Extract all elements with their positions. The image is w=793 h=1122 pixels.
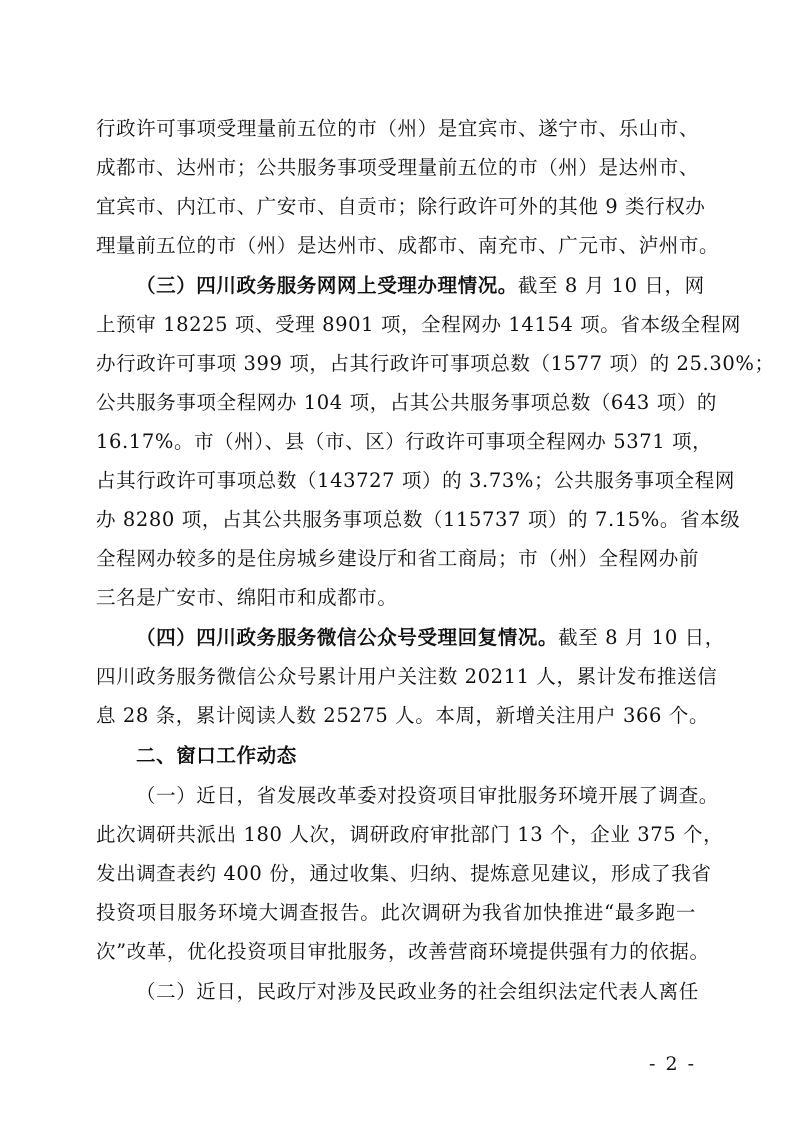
body-line: 公共服务事项全程网办 104 项，占其公共服务事项总数（643 项）的 xyxy=(96,391,718,414)
body-line: 三名是广安市、绵阳市和成都市。 xyxy=(96,586,398,609)
page-number: - 2 - xyxy=(648,1053,696,1075)
part-heading: 二、窗口工作动态 xyxy=(136,744,297,767)
body-line: 投资项目服务环境大调查报告。此次调研为我省加快推进“最多跑一 xyxy=(96,901,696,924)
body-line: 办 8280 项，占其公共服务事项总数（115737 项）的 7.15%。省本级 xyxy=(96,508,741,531)
section4-first-line xyxy=(136,626,725,650)
section4-first-rest: 截至 8 月 10 日， xyxy=(558,626,725,649)
section3-first-rest: 截至 8 月 10 日，网 xyxy=(517,274,705,297)
body-line: （一）近日，省发展改革委对投资项目审批服务环境开展了调查。 xyxy=(136,784,719,807)
body-line: 理量前五位的市（州）是达州市、成都市、南充市、广元市、泸州市。 xyxy=(96,234,720,257)
body-line: 此次调研共派出 180 人次，调研政府审批部门 13 个，企业 375 个， xyxy=(96,823,724,846)
body-line: 发出调查表约 400 份，通过收集、归纳、提炼意见建议，形成了我省 xyxy=(96,862,712,885)
body-line: 次”改革，优化投资项目审批服务，改善营商环境提供强有力的依据。 xyxy=(96,940,710,963)
body-line: 上预审 18225 项、受理 8901 项，全程网办 14154 项。省本级全程网 xyxy=(96,313,741,336)
body-line: 16.17%。市（州）、县（市、区）行政许可事项全程网办 5371 项， xyxy=(96,430,713,453)
body-line: （二）近日，民政厅对涉及民政业务的社会组织法定代表人离任 xyxy=(136,980,699,1003)
body-line: 办行政许可事项 399 项，占其行政许可事项总数（1577 项）的 25.30%； xyxy=(96,352,775,375)
section3-first-line xyxy=(136,274,705,298)
body-line: 息 28 条，累计阅读人数 25275 人。本周，新增关注用户 366 个。 xyxy=(96,704,710,727)
section4-heading: （四）四川政务服务微信公众号受理回复情况。 xyxy=(136,626,559,649)
body-line: 宜宾市、内江市、广安市、自贡市；除行政许可外的其他 9 类行权办 xyxy=(96,195,706,218)
section3-heading: （三）四川政务服务网网上受理办理情况。 xyxy=(136,274,518,297)
body-line: 全程网办较多的是住房城乡建设厅和省工商局；市（州）全程网办前 xyxy=(96,547,700,570)
body-line: 成都市、达州市；公共服务事项受理量前五位的市（州）是达州市、 xyxy=(96,156,700,179)
body-line: 行政许可事项受理量前五位的市（州）是宜宾市、遂宁市、乐山市、 xyxy=(96,117,700,140)
body-line: 四川政务服务微信公众号累计用户关注数 20211 人，累计发布推送信 xyxy=(96,665,718,688)
body-line: 占其行政许可事项总数（143727 项）的 3.73%；公共服务事项全程网 xyxy=(96,469,735,492)
